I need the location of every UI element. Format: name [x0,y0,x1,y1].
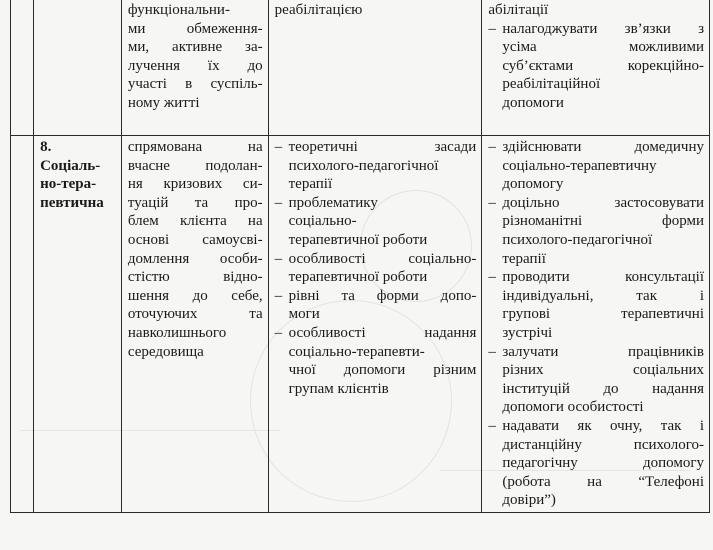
text-line: участі в суспіль- [127,76,263,93]
dash-marker: – [488,343,496,360]
text-line: шення до себе, [127,287,263,304]
text-line: рівні та форми допо- [288,287,477,304]
text-line: стістю відно- [127,269,263,286]
text-line: блем клієнта на [127,213,263,230]
dash-marker: – [274,194,283,211]
text-line: туацій та про- [127,194,263,211]
text-line: Соціаль- [40,157,101,174]
skills-list [488,1,704,113]
text-line: абілітації [488,2,549,18]
dash-marker: – [274,324,283,341]
table-cell-skills [482,136,710,513]
text-line: оточуючих та [127,306,263,323]
text-line: навколишнього [127,324,227,341]
text-line: вчасне подолан- [127,157,263,174]
text-line: групам клієнтів [288,380,389,397]
text-line: індивідуальні, так і [502,287,704,304]
text-line: допомогу [502,176,564,193]
text-line: особливості надання [288,324,477,341]
text-line: терапії [288,176,333,193]
table-row-8 [11,136,710,513]
list-item [275,324,477,398]
list-item [275,250,477,287]
text-line: соціально- [288,213,357,230]
dash-marker: – [274,287,283,304]
text-line: но-тера- [40,176,97,193]
list-item [488,417,704,510]
row-number: 8. [40,139,52,155]
list-item [488,343,704,417]
text-line: терапії [502,250,546,267]
description-text [128,138,263,361]
text-line: лучення їх до [127,57,263,74]
text-line: налагоджувати зв’язки з [502,20,704,37]
text-line: доцільно застосовувати [502,194,704,211]
list-item [275,138,477,194]
text-line: різноманітні форми [502,213,704,230]
competency-table [10,0,710,513]
skills-list [488,138,704,510]
table-cell-description [121,136,268,513]
list-item [488,268,704,342]
dash-marker: – [274,250,283,267]
dash-marker: – [488,20,496,37]
table-cell-margin [11,0,34,136]
dash-marker: – [274,139,283,155]
text-line: групові терапевтичні [502,306,704,323]
text-line: соціально-терапевти- [288,343,425,360]
text-line: ня кризових си- [127,176,263,193]
text-line: суб’єктами корекційно- [502,57,704,74]
table-row-continued [11,0,710,136]
table-cell-margin [11,136,34,513]
text-line: реабілітаційної [502,76,601,93]
text-line: проводити консультації [502,269,704,286]
list-item [275,287,477,324]
text-line: здійснювати домедичну [502,139,704,155]
text-line: інституцій до надання [502,380,704,397]
table-cell-description [121,0,268,136]
text-line: ному житті [127,94,200,111]
table-cell-knowledge [268,136,482,513]
text-line: моги [288,306,320,323]
text-line: проблематику [288,194,378,211]
text-line: ми обмеження- [127,20,263,37]
text-line: домлення особи- [127,250,263,267]
text-line: спрямована на [127,139,263,155]
text-line: теоретичні засади [288,139,477,155]
text-line: психолого-педагогічної [502,231,653,248]
text-line: терапевтичної роботи [288,269,428,286]
list-item [488,1,704,20]
row-name [40,157,116,213]
table-cell-name [34,0,122,136]
text-line: довіри”) [502,492,556,509]
dash-marker: – [488,139,496,155]
text-line: допомоги особистості [502,399,644,416]
text-line: усіма можливими [502,39,704,56]
knowledge-text: реабілітацією [274,2,363,18]
dash-marker: – [488,269,496,286]
text-line: соціально-терапевтичну [502,157,657,174]
text-line: педагогічну допомогу [502,455,704,472]
text-line: основі самоусві- [127,231,263,248]
text-line: особливості соціально- [288,250,477,267]
text-line: дистанційну психолого- [502,436,704,453]
text-line: допомоги [502,94,564,111]
text-line: надавати як очну, так і [502,417,704,434]
text-line: (робота на “Телефоні [502,473,704,490]
text-line: функціональни- [127,2,230,18]
text-line: зустрічі [502,324,553,341]
text-line: різних соціальних [502,362,704,379]
text-line: терапевтичної роботи [288,231,428,248]
list-item [488,194,704,268]
list-item [488,20,704,113]
list-item [275,194,477,250]
text-line: психолого-педагогічної [288,157,439,174]
text-line: середовища [127,343,204,360]
table-cell-skills [482,0,710,136]
text-line: залучати працівників [502,343,704,360]
table-cell-knowledge [268,0,482,136]
list-item [488,138,704,194]
dash-marker: – [488,194,496,211]
text-line: чної допомоги різним [288,362,477,379]
table-cell-name [34,136,122,513]
description-text [128,1,263,113]
knowledge-list [275,138,477,398]
dash-marker: – [488,417,496,434]
text-line: ми, активне за- [127,39,263,56]
text-line: певтична [40,194,104,211]
